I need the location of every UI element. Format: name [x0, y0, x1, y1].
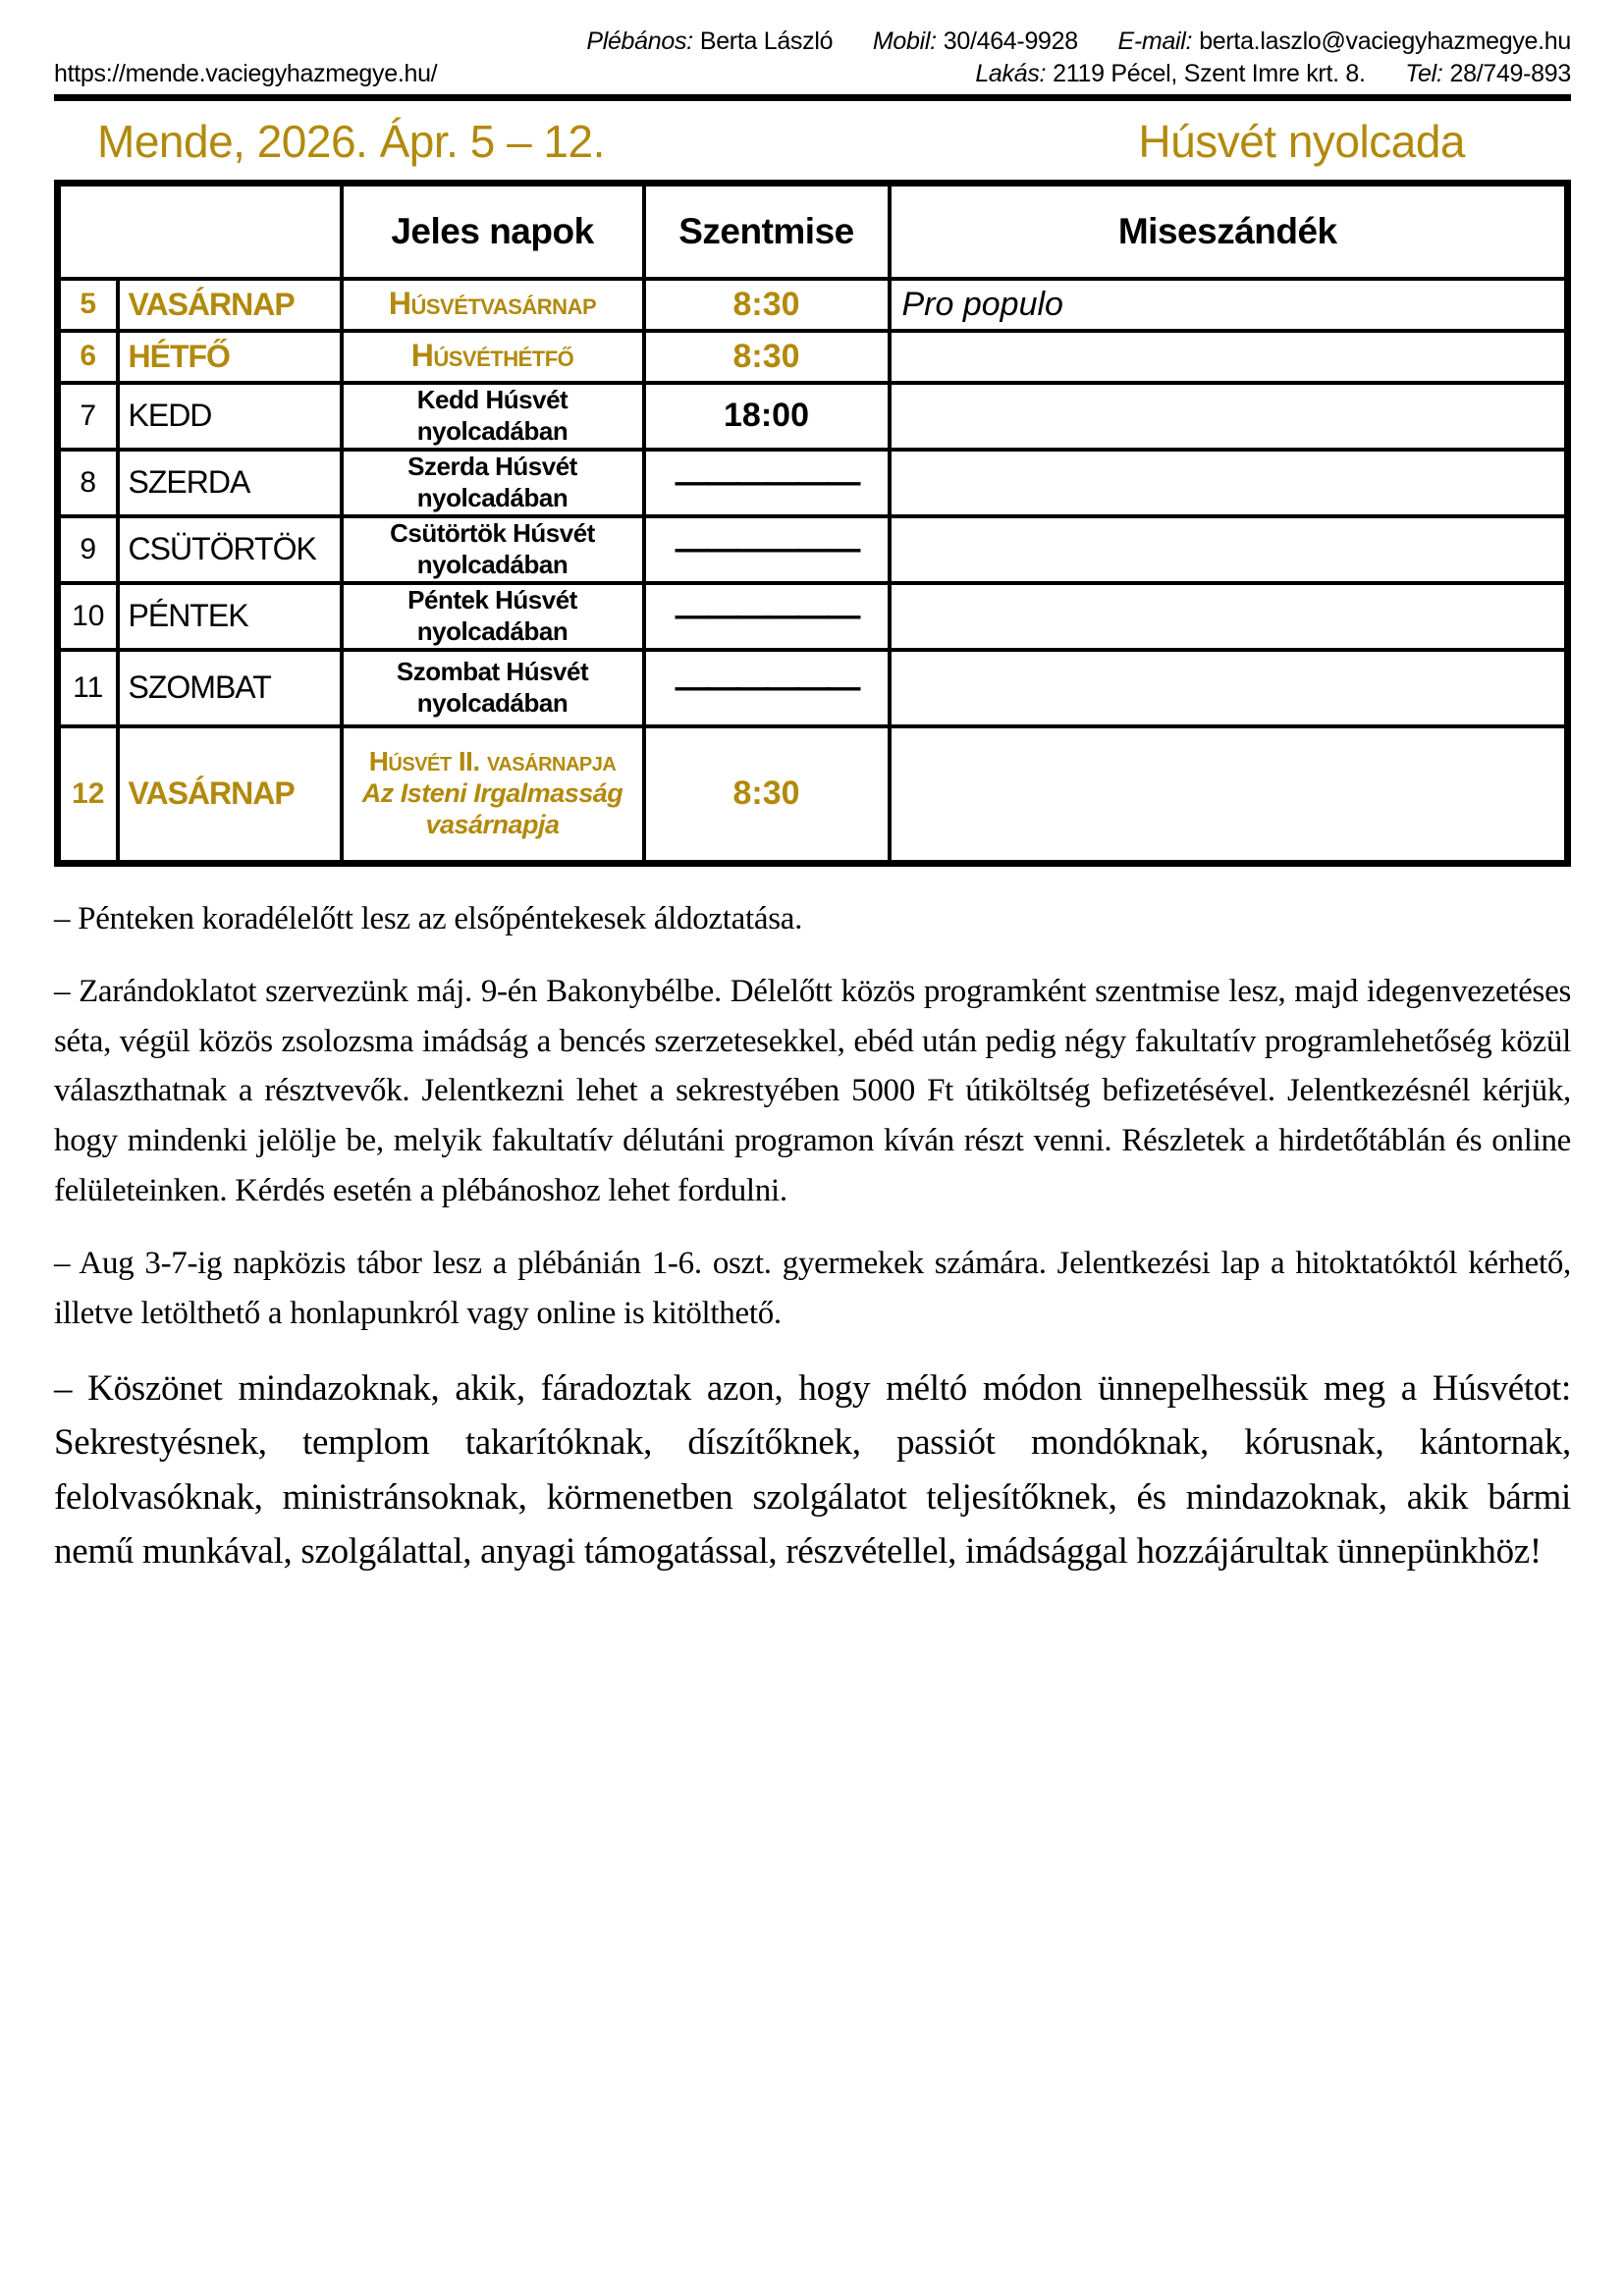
feast-name: Csütörtök Húsvét nyolcadában — [342, 516, 644, 583]
header-empty-cell — [58, 184, 342, 279]
table-row-friday-10 — [58, 583, 1568, 650]
announcement-paragraph: – Zarándoklatot szervezünk máj. 9-én Bakonybélbe. Délelőtt közös programként szentmise lesz, majd idegenvezetéses séta, végül közös zsolozsma imádság a bencés szerzetesekkel, ebéd után pedig négy fakultatív programlehetőség közül választhatnak a résztvevők. Jelentkezni lehet a sekrestyében 5000 Ft útiköltség befizetésével. Jelentkezésnél kérjük, hogy mindenki jelölje be, melyik fakultatív délutáni programon kíván részt venni. Részletek a hirdetőtáblán és online felületeinken. Kérdés esetén a plébánoshoz lehet fordulni. — [54, 973, 1571, 1209]
phone-info — [1405, 60, 1571, 87]
no-mass-dash: —————— — [644, 583, 890, 650]
title-row — [54, 101, 1571, 180]
mass-intention — [890, 331, 1568, 383]
day-name: VASÁRNAP — [118, 726, 342, 864]
feast-name: Húsvéthétfő — [410, 338, 574, 374]
page-title-date: Mende, 2026. Ápr. 5 – 12. — [97, 116, 605, 167]
day-number: 8 — [58, 450, 118, 516]
table-header-row — [58, 184, 1568, 279]
day-name: PÉNTEK — [118, 583, 342, 650]
mobile-label: Mobil: — [872, 27, 937, 55]
feast-name: Szombat Húsvét nyolcadában — [342, 650, 644, 726]
page-title-feast: Húsvét nyolcada — [1138, 116, 1465, 167]
mass-intention — [890, 650, 1568, 726]
table-row-thursday-9 — [58, 516, 1568, 583]
mass-schedule-table — [54, 180, 1571, 867]
day-number: 6 — [58, 331, 118, 383]
pastor-name: Berta László — [699, 27, 834, 55]
feast-subtitle: Az Isteni Irgalmasság vasárnapja — [361, 777, 623, 840]
day-name: CSÜTÖRTÖK — [118, 516, 342, 583]
mass-time: 8:30 — [644, 726, 890, 864]
table-row-sunday-5 — [58, 279, 1568, 331]
email-address: berta.laszlo@vaciegyhazmegye.hu — [1199, 27, 1571, 55]
day-number: 11 — [58, 650, 118, 726]
mass-time: 8:30 — [644, 279, 890, 331]
announcements-section — [54, 894, 1571, 1579]
day-name: HÉTFŐ — [118, 331, 342, 383]
masthead-contact-line — [54, 26, 1571, 58]
table-row-wednesday-8 — [58, 450, 1568, 516]
announcement-paragraph: – Köszönet mindazoknak, akik, fáradoztak azon, hogy méltó módon ünnepelhessük meg a Húsvétot: Sekrestyésnek, templom takarítóknak, díszítőknek, passiót mondóknak, kórusnak, kántornak, felolvasóknak, ministránsoknak, körmenetben szolgálatot teljesítőknek, és mindazoknak, akik bármi nemű munkával, szolgálattal, anyagi támogatással, részvétellel, imádsággal hozzájárultak ünnepünkhöz! — [54, 1367, 1571, 1572]
day-number: 12 — [58, 726, 118, 864]
header-divider — [54, 94, 1571, 101]
website-url: https://mende.vaciegyhazmegye.hu/ — [54, 59, 438, 87]
masthead-address-line — [54, 58, 1571, 90]
table-row-tuesday-7 — [58, 383, 1568, 450]
no-mass-dash: —————— — [644, 450, 890, 516]
announcement-paragraph: – Aug 3-7-ig napközis tábor lesz a plébánián 1-6. oszt. gyermekek számára. Jelentkezési lap a hitoktatóktól kérhető, illetve letölthető a honlapunkról vagy online is kitölthető. — [54, 1245, 1571, 1331]
feast-name: Péntek Húsvét nyolcadában — [342, 583, 644, 650]
email-info — [1118, 27, 1571, 55]
table-row-sunday-12 — [58, 726, 1568, 864]
feast-name: Kedd Húsvét nyolcadában — [342, 383, 644, 450]
mass-intention — [890, 516, 1568, 583]
phone-label: Tel: — [1405, 59, 1443, 87]
day-name: SZERDA — [118, 450, 342, 516]
pastor-info — [586, 27, 833, 55]
no-mass-dash: —————— — [644, 650, 890, 726]
feast-name: Húsvét II. vasárnapja — [368, 745, 617, 776]
day-number: 10 — [58, 583, 118, 650]
address-label: Lakás: — [975, 59, 1047, 87]
address-phone-group — [975, 58, 1571, 90]
phone-number: 28/749-893 — [1449, 59, 1571, 87]
mass-intention — [890, 450, 1568, 516]
day-number: 7 — [58, 383, 118, 450]
day-number: 5 — [58, 279, 118, 331]
mass-intention — [890, 726, 1568, 864]
announcement-paragraph: – Pénteken koradélelőtt lesz az elsőpéntekesek áldoztatása. — [54, 901, 803, 936]
day-number: 9 — [58, 516, 118, 583]
mass-time: 18:00 — [644, 383, 890, 450]
mass-intention: Pro populo — [890, 279, 1568, 331]
table-row-monday-6 — [58, 331, 1568, 383]
mass-time: 8:30 — [644, 331, 890, 383]
masthead — [54, 26, 1571, 101]
address-info — [975, 60, 1365, 87]
day-name: SZOMBAT — [118, 650, 342, 726]
email-label: E-mail: — [1117, 27, 1193, 55]
header-miseszandek: Miseszándék — [890, 184, 1568, 279]
feast-name: Húsvétvasárnap — [388, 286, 597, 322]
day-name: KEDD — [118, 383, 342, 450]
mobile-info — [873, 27, 1078, 55]
address-value: 2119 Pécel, Szent Imre krt. 8. — [1053, 59, 1366, 87]
pastor-label: Plébános: — [586, 27, 693, 55]
feast-name: Szerda Húsvét nyolcadában — [342, 450, 644, 516]
mobile-number: 30/464-9928 — [943, 27, 1078, 55]
no-mass-dash: —————— — [644, 516, 890, 583]
day-name: VASÁRNAP — [118, 279, 342, 331]
mass-intention — [890, 583, 1568, 650]
table-row-saturday-11 — [58, 650, 1568, 726]
header-szentmise: Szentmise — [644, 184, 890, 279]
mass-intention — [890, 383, 1568, 450]
header-jeles-napok: Jeles napok — [342, 184, 644, 279]
